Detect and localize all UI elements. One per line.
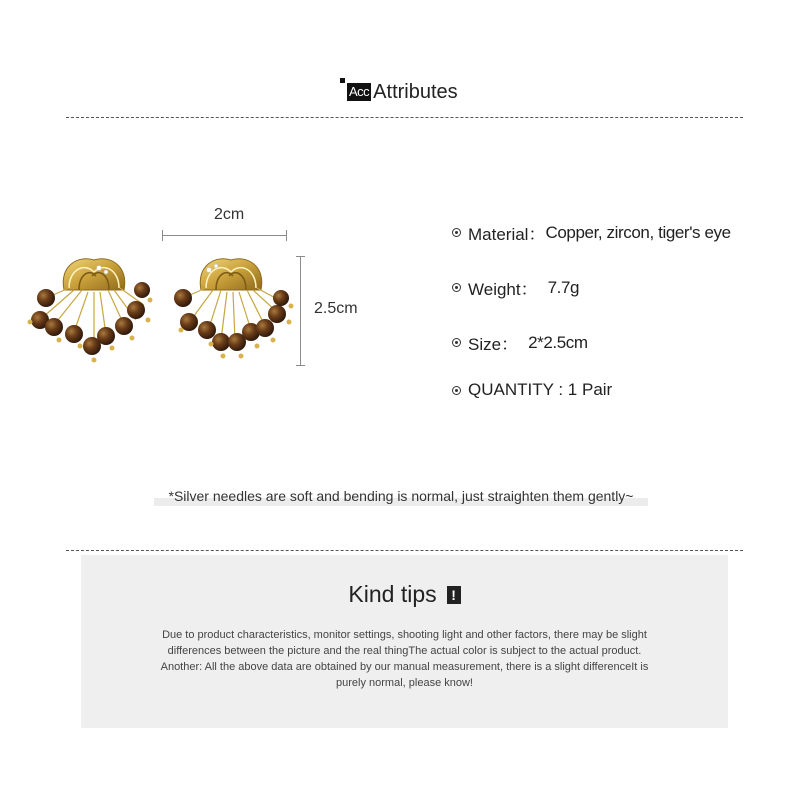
spec-row-size: [452, 330, 588, 355]
tips-line: Another: All the above data are obtained by our manual measurement, there is a slight differenceIt is: [160, 661, 649, 673]
bullet-icon: [452, 386, 461, 395]
section-title: [340, 78, 458, 106]
width-dimension-label: 2cm: [214, 206, 245, 223]
width-tick-right: [286, 230, 287, 241]
width-tick-left: [162, 230, 163, 241]
width-dimension-line: [162, 235, 287, 236]
kind-tips-panel: [81, 555, 728, 728]
kind-tips-header: [81, 581, 728, 608]
height-tick-top: [296, 256, 305, 257]
spec-row-material: [452, 220, 731, 245]
height-dimension-label: 2.5cm: [314, 300, 358, 317]
tips-line: Due to product characteristics, monitor settings, shooting light and other factors, there may be slight: [162, 629, 647, 641]
tips-line: differences between the picture and the real thingThe actual color is subject to the actual product.: [167, 645, 642, 657]
bullet-icon: [452, 283, 461, 292]
height-dimension-line: [300, 256, 301, 365]
spec-value: 7.7g: [547, 277, 580, 297]
top-divider: [66, 117, 743, 118]
care-note: *Silver needles are soft and bending is normal, just straighten them gently~: [154, 486, 648, 506]
kind-tips-body: [119, 627, 690, 691]
kind-tips-title: Kind tips: [348, 581, 437, 607]
spec-label: QUANTITY : 1 Pair: [468, 380, 613, 399]
bullet-icon: [452, 228, 461, 237]
spec-value: 2*2.5cm: [528, 332, 588, 352]
spec-label: Material：: [468, 225, 546, 244]
earring-right: [174, 259, 294, 359]
spec-label: Weight：: [468, 280, 538, 299]
title-text: Attributes: [373, 81, 458, 103]
title-badge: Acc: [349, 84, 370, 99]
spec-value: Copper, zircon, tiger's eye: [545, 222, 731, 242]
bullet-icon: [452, 338, 461, 347]
exclamation-icon: !: [447, 586, 461, 604]
title-dot: [340, 78, 345, 83]
tips-line: purely normal, please know!: [336, 677, 473, 689]
product-image-earrings: [24, 250, 294, 375]
height-tick-bottom: [296, 365, 305, 366]
spec-row-weight: [452, 275, 579, 300]
spec-label: Size：: [468, 335, 519, 354]
spec-row-quantity: [452, 380, 612, 400]
bottom-divider: [66, 550, 743, 551]
earring-left: [28, 259, 153, 363]
